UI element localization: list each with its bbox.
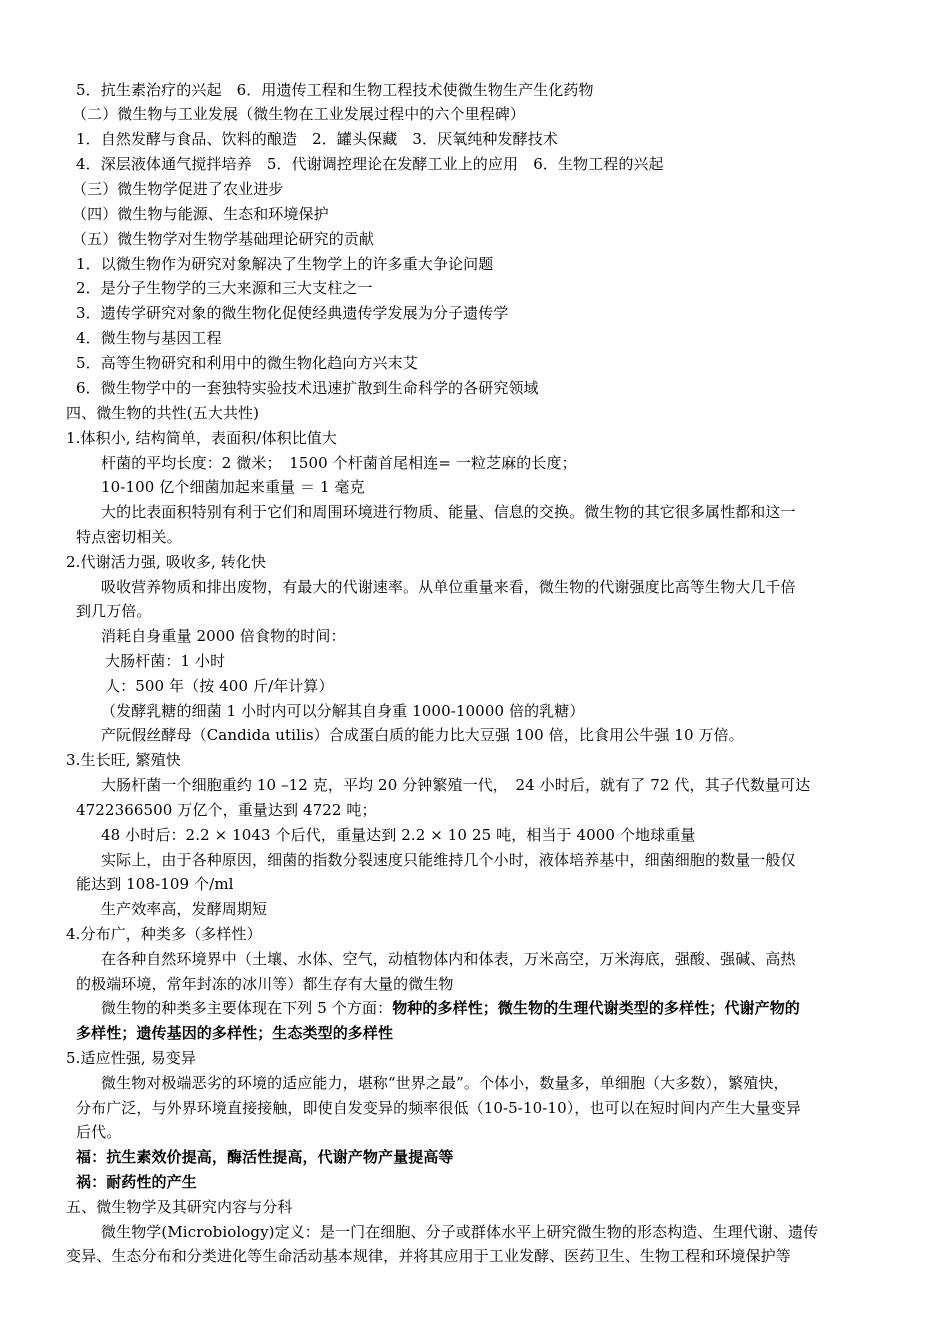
text-line: 4722366500 万亿个，重量达到 4722 吨； <box>76 801 377 819</box>
text-line: 人：500 年（按 400 斤/年计算） <box>105 677 334 695</box>
subsection-heading: 1.体积小, 结构简单，表面积/体积比值大 <box>66 429 338 447</box>
text-line: 1．自然发酵与食品、饮料的酿造 2．罐头保藏 3．厌氧纯种发酵技术 <box>76 130 558 148</box>
text-line: 杆菌的平均长度：2 微米； 1500 个杆菌首尾相连= 一粒芝麻的长度； <box>101 454 577 472</box>
subsection-heading: 3.生长旺, 繁殖快 <box>66 751 181 769</box>
subsection-heading: 4.分布广，种类多（多样性） <box>66 925 262 943</box>
text-line: 10-100 亿个细菌加起来重量 ＝ 1 毫克 <box>101 478 365 496</box>
text-line: 吸收营养物质和排出废物，有最大的代谢速率。从单位重量来看，微生物的代谢强度比高等生物大几千倍 <box>101 578 796 596</box>
text-line: 产阮假丝酵母（Candida utilis）合成蛋白质的能力比大豆强 100 倍，比食用公牛强 10 万倍。 <box>101 726 744 744</box>
text-line: 变异、生态分布和分类进化等生命活动基本规律，并将其应用于工业发酵、医药卫生、生物工程和环境保护等 <box>66 1247 791 1265</box>
text-line: 在各种自然环境界中（土壤、水体、空气，动植物体内和体表，万米高空，万米海底，强酸、强碱、高热 <box>101 950 796 968</box>
text-plain: 微生物的种类多主要体现在下列 5 个方面： <box>101 999 393 1017</box>
text-line: 4．微生物与基因工程 <box>76 329 222 347</box>
text-line: 微生物学(Microbiology)定义：是一门在细胞、分子或群体水平上研究微生物的形态构造、生理代谢、遗传 <box>101 1223 819 1241</box>
text-line: 3．遗传学研究对象的微生物化促使经典遗传学发展为分子遗传学 <box>76 304 509 322</box>
text-line: 实际上，由于各种原因，细菌的指数分裂速度只能维持几个小时，液体培养基中，细菌细胞的数量一般仅 <box>101 851 796 869</box>
text-line: 5．高等生物研究和利用中的微生物化趋向方兴末艾 <box>76 354 418 372</box>
text-line: 大肠杆菌：1 小时 <box>105 652 226 670</box>
section-heading: 五、微生物学及其研究内容与分科 <box>66 1198 293 1216</box>
text-line: 消耗自身重量 2000 倍食物的时间： <box>101 627 346 645</box>
text-line: （发酵乳糖的细菌 1 小时内可以分解其自身重 1000-10000 倍的乳糖） <box>101 702 585 720</box>
text-line: 后代。 <box>76 1123 122 1141</box>
text-line: 能达到 108-109 个/ml <box>76 875 234 893</box>
text-line-bold: 祸：耐药性的产生 <box>76 1173 197 1191</box>
text-line: 大肠杆菌一个细胞重约 10 –12 克，平均 20 分钟繁殖一代， 24 小时后，就有了 72 代，其子代数量可达 <box>101 776 811 794</box>
text-line <box>101 998 800 1020</box>
text-line: 4．深层液体通气搅拌培养 5．代谢调控理论在发酵工业上的应用 6．生物工程的兴起 <box>76 155 664 173</box>
text-line: 48 小时后：2.2 × 1043 个后代，重量达到 2.2 × 10 25 吨，相当于 4000 个地球重量 <box>101 826 696 844</box>
text-line: 2．是分子生物学的三大来源和三大支柱之一 <box>76 279 373 297</box>
text-line: 大的比表面积特别有利于它们和周围环境进行物质、能量、信息的交换。微生物的其它很多属性都和这一 <box>101 503 796 521</box>
text-line: 5．抗生素治疗的兴起 6．用遗传工程和生物工程技术使微生物生产生化药物 <box>76 81 594 99</box>
text-bold: 物种的多样性；微生物的生理代谢类型的多样性；代谢产物的 <box>392 999 800 1017</box>
section-heading: （三）微生物学促进了农业进步 <box>72 180 284 198</box>
text-line: 微生物对极端恶劣的环境的适应能力，堪称“世界之最”。个体小，数量多，单细胞（大多数），繁殖快， <box>101 1074 789 1092</box>
text-line: 1．以微生物作为研究对象解决了生物学上的许多重大争论问题 <box>76 255 494 273</box>
subsection-heading: 2.代谢活力强, 吸收多, 转化快 <box>66 553 267 571</box>
text-line: 特点密切相关。 <box>76 528 182 546</box>
text-line: 生产效率高，发酵周期短 <box>101 900 268 918</box>
section-heading: 四、微生物的共性(五大共性) <box>66 404 260 422</box>
text-line-bold: 福：抗生素效价提高，酶活性提高，代谢产物产量提高等 <box>76 1148 454 1166</box>
text-line: 分布广泛，与外界环境直接接触，即使自发变异的频率很低（10-5-10-10），也可以在短时间内产生大量变异 <box>76 1099 801 1117</box>
section-heading: （五）微生物学对生物学基础理论研究的贡献 <box>72 230 375 248</box>
text-line: 到几万倍。 <box>76 602 152 620</box>
section-heading: （二）微生物与工业发展（微生物在工业发展过程中的六个里程碑） <box>72 105 526 123</box>
text-line: 6．微生物学中的一套独特实验技术迅速扩散到生命科学的各研究领域 <box>76 379 539 397</box>
text-line-bold: 多样性；遗传基因的多样性；生态类型的多样性 <box>76 1024 394 1042</box>
subsection-heading: 5.适应性强, 易变异 <box>66 1049 196 1067</box>
text-line: 的极端环境，常年封冻的冰川等）都生存有大量的微生物 <box>76 975 454 993</box>
section-heading: （四）微生物与能源、生态和环境保护 <box>72 205 329 223</box>
